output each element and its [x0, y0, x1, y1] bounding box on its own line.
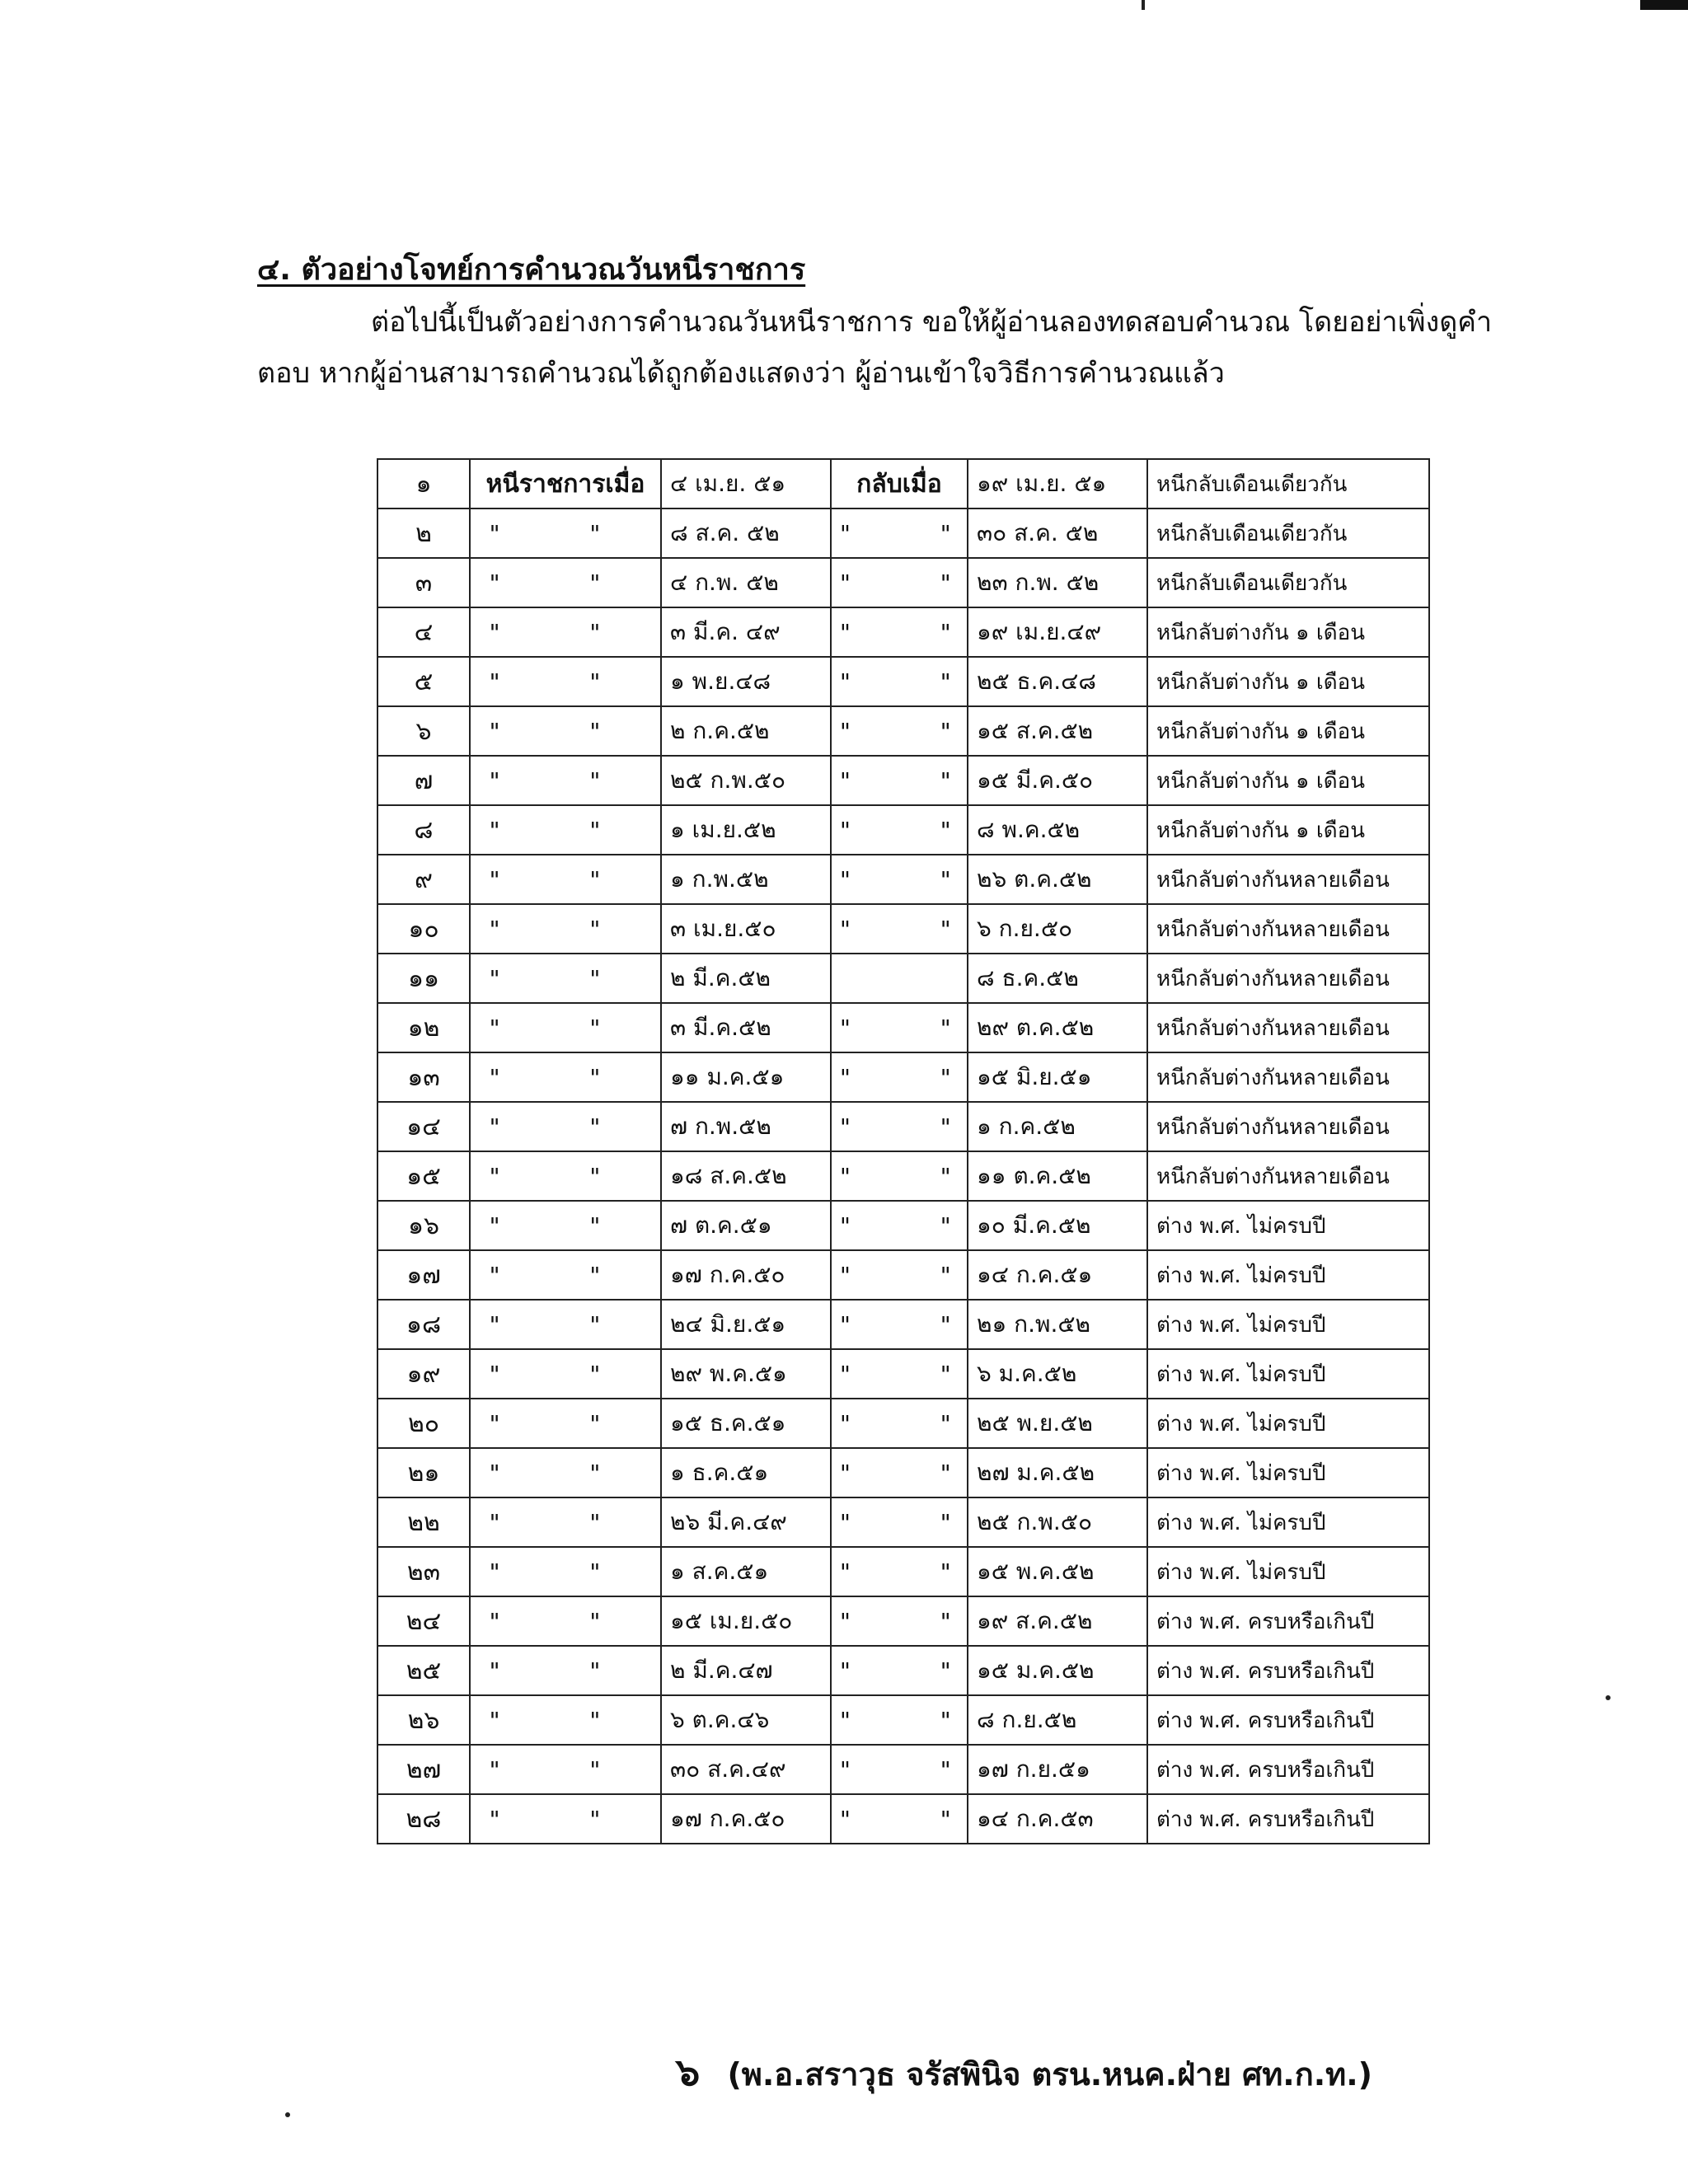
- absent-label: " ": [470, 1448, 661, 1497]
- absent-label: " ": [470, 558, 661, 607]
- case-note: ต่าง พ.ศ. ไม่ครบปี: [1147, 1201, 1429, 1250]
- table-row: [377, 657, 1429, 706]
- table-row: [377, 756, 1429, 805]
- case-note: ต่าง พ.ศ. ครบหรือเกินปี: [1147, 1646, 1429, 1695]
- row-number: ๒: [377, 509, 470, 558]
- row-number: ๑๐: [377, 904, 470, 954]
- row-number: ๖: [377, 706, 470, 756]
- return-label: " ": [831, 1448, 968, 1497]
- case-note: หนีกลับเดือนเดียวกัน: [1147, 558, 1429, 607]
- case-note: หนีกลับต่างกันหลายเดือน: [1147, 1151, 1429, 1201]
- case-note: ต่าง พ.ศ. ครบหรือเกินปี: [1147, 1794, 1429, 1844]
- absent-date: ๒ ก.ค.๕๒: [661, 706, 831, 756]
- row-number: ๒๗: [377, 1745, 470, 1794]
- case-note: หนีกลับต่างกันหลายเดือน: [1147, 1003, 1429, 1052]
- row-number: ๒๒: [377, 1497, 470, 1547]
- table-row: [377, 1102, 1429, 1151]
- row-number: ๑๔: [377, 1102, 470, 1151]
- absent-label: " ": [470, 954, 661, 1003]
- row-number: ๑๓: [377, 1052, 470, 1102]
- return-label: [831, 954, 968, 1003]
- intro-text: ต่อไปนี้เป็นตัวอย่างการคำนวณวันหนีราชการ ขอให้ผู้อ่านลองทดสอบคำนวณ โดยอย่าเพิ่งดูคำตอบ หากผู้อ่านสามารถคำนวณได้ถูกต้องแสดงว่า ผู้อ่านเข้าใจวิธีการคำนวณแล้ว: [257, 306, 1493, 390]
- absent-label: " ": [470, 1547, 661, 1596]
- return-label: " ": [831, 1399, 968, 1448]
- row-number: ๑๙: [377, 1349, 470, 1399]
- absent-date: ๖ ต.ค.๔๖: [661, 1695, 831, 1745]
- absent-date: ๑ ส.ค.๕๑: [661, 1547, 831, 1596]
- intro-paragraph: [257, 297, 1493, 399]
- row-number: ๒๖: [377, 1695, 470, 1745]
- absent-label: " ": [470, 1003, 661, 1052]
- return-date: ๘ พ.ค.๕๒: [968, 805, 1147, 855]
- return-label: " ": [831, 1695, 968, 1745]
- return-date: ๑ ก.ค.๕๒: [968, 1102, 1147, 1151]
- return-date: ๒๙ ต.ค.๕๒: [968, 1003, 1147, 1052]
- return-label: " ": [831, 509, 968, 558]
- return-label: " ": [831, 1349, 968, 1399]
- absent-label: " ": [470, 1151, 661, 1201]
- section-heading: ๔. ตัวอย่างโจทย์การคำนวณวันหนีราชการ: [257, 253, 806, 287]
- return-date: ๒๕ พ.ย.๕๒: [968, 1399, 1147, 1448]
- row-number: ๑๘: [377, 1300, 470, 1349]
- exercise-table: [377, 458, 1430, 1844]
- table-row: [377, 1003, 1429, 1052]
- case-note: ต่าง พ.ศ. ครบหรือเกินปี: [1147, 1596, 1429, 1646]
- scan-corner-mark: [1640, 0, 1688, 10]
- table-row: [377, 1794, 1429, 1844]
- absent-label: " ": [470, 1497, 661, 1547]
- absent-date: ๒๙ พ.ค.๕๑: [661, 1349, 831, 1399]
- table-row: [377, 509, 1429, 558]
- return-label: " ": [831, 756, 968, 805]
- case-note: หนีกลับต่างกันหลายเดือน: [1147, 1052, 1429, 1102]
- case-note: ต่าง พ.ศ. ครบหรือเกินปี: [1147, 1695, 1429, 1745]
- absent-label: " ": [470, 1250, 661, 1300]
- return-label: กลับเมื่อ: [831, 459, 968, 509]
- return-date: ๑๕ พ.ค.๕๒: [968, 1547, 1147, 1596]
- return-date: ๑๔ ก.ค.๕๑: [968, 1250, 1147, 1300]
- absent-label: " ": [470, 657, 661, 706]
- absent-date: ๔ เม.ย. ๕๑: [661, 459, 831, 509]
- row-number: ๒๐: [377, 1399, 470, 1448]
- absent-date: ๓ เม.ย.๕๐: [661, 904, 831, 954]
- case-note: ต่าง พ.ศ. ครบหรือเกินปี: [1147, 1745, 1429, 1794]
- return-date: ๑๕ มิ.ย.๕๑: [968, 1052, 1147, 1102]
- return-label: " ": [831, 805, 968, 855]
- absent-date: ๑ พ.ย.๔๘: [661, 657, 831, 706]
- return-date: ๘ ธ.ค.๕๒: [968, 954, 1147, 1003]
- return-label: " ": [831, 1003, 968, 1052]
- absent-label: " ": [470, 1300, 661, 1349]
- table-row: [377, 1497, 1429, 1547]
- absent-date: ๒๔ มิ.ย.๕๑: [661, 1300, 831, 1349]
- return-label: " ": [831, 1102, 968, 1151]
- absent-label: หนีราชการเมื่อ: [470, 459, 661, 509]
- table-row: [377, 1745, 1429, 1794]
- table-row: [377, 1695, 1429, 1745]
- return-date: ๒๓ ก.พ. ๕๒: [968, 558, 1147, 607]
- case-note: ต่าง พ.ศ. ไม่ครบปี: [1147, 1448, 1429, 1497]
- absent-label: " ": [470, 855, 661, 904]
- table-row: [377, 607, 1429, 657]
- case-note: หนีกลับต่างกัน ๑ เดือน: [1147, 706, 1429, 756]
- return-label: " ": [831, 607, 968, 657]
- absent-date: ๒๕ ก.พ.๕๐: [661, 756, 831, 805]
- return-label: " ": [831, 706, 968, 756]
- table-row: [377, 954, 1429, 1003]
- return-date: ๒๖ ต.ค.๕๒: [968, 855, 1147, 904]
- row-number: ๙: [377, 855, 470, 904]
- scan-speck: [1606, 1695, 1611, 1700]
- page-footer: [676, 2042, 1372, 2102]
- absent-label: " ": [470, 1695, 661, 1745]
- absent-date: ๗ ก.พ.๕๒: [661, 1102, 831, 1151]
- row-number: ๑: [377, 459, 470, 509]
- absent-label: " ": [470, 1052, 661, 1102]
- absent-date: ๑ ก.พ.๕๒: [661, 855, 831, 904]
- row-number: ๘: [377, 805, 470, 855]
- return-date: ๒๗ ม.ค.๕๒: [968, 1448, 1147, 1497]
- table-row: [377, 1151, 1429, 1201]
- absent-label: " ": [470, 1201, 661, 1250]
- return-date: ๑๙ เม.ย.๔๙: [968, 607, 1147, 657]
- return-date: ๑๔ ก.ค.๕๓: [968, 1794, 1147, 1844]
- return-date: ๒๑ ก.พ.๕๒: [968, 1300, 1147, 1349]
- table-row: [377, 459, 1429, 509]
- absent-date: ๓๐ ส.ค.๔๙: [661, 1745, 831, 1794]
- return-label: " ": [831, 1151, 968, 1201]
- table-row: [377, 1547, 1429, 1596]
- absent-label: " ": [470, 1102, 661, 1151]
- row-number: ๑๗: [377, 1250, 470, 1300]
- row-number: ๗: [377, 756, 470, 805]
- return-date: ๑๗ ก.ย.๕๑: [968, 1745, 1147, 1794]
- return-label: " ": [831, 558, 968, 607]
- case-note: หนีกลับต่างกันหลายเดือน: [1147, 954, 1429, 1003]
- absent-label: " ": [470, 805, 661, 855]
- return-date: ๖ ก.ย.๕๐: [968, 904, 1147, 954]
- row-number: ๕: [377, 657, 470, 706]
- absent-label: " ": [470, 756, 661, 805]
- absent-date: ๓ มี.ค. ๔๙: [661, 607, 831, 657]
- absent-label: " ": [470, 1794, 661, 1844]
- absent-label: " ": [470, 607, 661, 657]
- case-note: ต่าง พ.ศ. ไม่ครบปี: [1147, 1399, 1429, 1448]
- case-note: หนีกลับเดือนเดียวกัน: [1147, 509, 1429, 558]
- table-row: [377, 1201, 1429, 1250]
- table-row: [377, 805, 1429, 855]
- row-number: ๒๓: [377, 1547, 470, 1596]
- absent-date: ๒๖ มี.ค.๔๙: [661, 1497, 831, 1547]
- absent-date: ๘ ส.ค. ๕๒: [661, 509, 831, 558]
- absent-date: ๑ เม.ย.๕๒: [661, 805, 831, 855]
- row-number: ๒๕: [377, 1646, 470, 1695]
- row-number: ๑๕: [377, 1151, 470, 1201]
- case-note: ต่าง พ.ศ. ไม่ครบปี: [1147, 1300, 1429, 1349]
- table-row: [377, 558, 1429, 607]
- table-row: [377, 1399, 1429, 1448]
- return-label: " ": [831, 1497, 968, 1547]
- return-label: " ": [831, 1052, 968, 1102]
- absent-date: ๗ ต.ค.๕๑: [661, 1201, 831, 1250]
- absent-label: " ": [470, 1646, 661, 1695]
- absent-date: ๒ มี.ค.๔๗: [661, 1646, 831, 1695]
- page-number: ๖: [676, 2050, 701, 2094]
- absent-date: ๑ ธ.ค.๕๑: [661, 1448, 831, 1497]
- table-row: [377, 855, 1429, 904]
- case-note: หนีกลับเดือนเดียวกัน: [1147, 459, 1429, 509]
- return-label: " ": [831, 1300, 968, 1349]
- case-note: หนีกลับต่างกันหลายเดือน: [1147, 1102, 1429, 1151]
- table-row: [377, 1596, 1429, 1646]
- return-label: " ": [831, 1646, 968, 1695]
- table-row: [377, 706, 1429, 756]
- row-number: ๓: [377, 558, 470, 607]
- case-note: หนีกลับต่างกันหลายเดือน: [1147, 904, 1429, 954]
- return-date: ๑๕ ม.ค.๕๒: [968, 1646, 1147, 1695]
- row-number: ๒๘: [377, 1794, 470, 1844]
- return-date: ๒๕ ก.พ.๕๐: [968, 1497, 1147, 1547]
- return-label: " ": [831, 1596, 968, 1646]
- case-note: ต่าง พ.ศ. ไม่ครบปี: [1147, 1349, 1429, 1399]
- return-date: ๑๙ เม.ย. ๕๑: [968, 459, 1147, 509]
- absent-label: " ": [470, 1596, 661, 1646]
- row-number: ๒๔: [377, 1596, 470, 1646]
- table-row: [377, 1448, 1429, 1497]
- table-row: [377, 1250, 1429, 1300]
- return-label: " ": [831, 855, 968, 904]
- return-date: ๒๕ ธ.ค.๔๘: [968, 657, 1147, 706]
- table-row: [377, 1349, 1429, 1399]
- return-date: ๑๕ ส.ค.๕๒: [968, 706, 1147, 756]
- case-note: หนีกลับต่างกัน ๑ เดือน: [1147, 607, 1429, 657]
- absent-date: ๔ ก.พ. ๕๒: [661, 558, 831, 607]
- absent-date: ๑๕ เม.ย.๕๐: [661, 1596, 831, 1646]
- return-label: " ": [831, 1250, 968, 1300]
- return-date: ๑๕ มี.ค.๕๐: [968, 756, 1147, 805]
- absent-date: ๒ มี.ค.๕๒: [661, 954, 831, 1003]
- absent-date: ๑๗ ก.ค.๕๐: [661, 1794, 831, 1844]
- absent-date: ๑๕ ธ.ค.๕๑: [661, 1399, 831, 1448]
- return-date: ๘ ก.ย.๕๒: [968, 1695, 1147, 1745]
- return-date: ๑๐ มี.ค.๕๒: [968, 1201, 1147, 1250]
- return-label: " ": [831, 904, 968, 954]
- scan-speck: [285, 2112, 290, 2117]
- absent-date: ๑๑ ม.ค.๕๑: [661, 1052, 831, 1102]
- row-number: ๑๒: [377, 1003, 470, 1052]
- absent-date: ๑๘ ส.ค.๕๒: [661, 1151, 831, 1201]
- case-note: หนีกลับต่างกัน ๑ เดือน: [1147, 805, 1429, 855]
- scan-mark: [1142, 0, 1145, 10]
- absent-label: " ": [470, 904, 661, 954]
- absent-label: " ": [470, 1745, 661, 1794]
- table-row: [377, 904, 1429, 954]
- return-label: " ": [831, 1547, 968, 1596]
- return-label: " ": [831, 1794, 968, 1844]
- case-note: หนีกลับต่างกัน ๑ เดือน: [1147, 756, 1429, 805]
- absent-label: " ": [470, 1349, 661, 1399]
- return-date: ๑๙ ส.ค.๕๒: [968, 1596, 1147, 1646]
- table-row: [377, 1052, 1429, 1102]
- author-credit: (พ.อ.สราวุธ จรัสพินิจ ตรน.หนค.ฝ่าย ศท.ก.ท.): [727, 2056, 1373, 2093]
- absent-label: " ": [470, 1399, 661, 1448]
- case-note: ต่าง พ.ศ. ไม่ครบปี: [1147, 1250, 1429, 1300]
- return-date: ๖ ม.ค.๕๒: [968, 1349, 1147, 1399]
- case-note: ต่าง พ.ศ. ไม่ครบปี: [1147, 1497, 1429, 1547]
- absent-date: ๑๗ ก.ค.๕๐: [661, 1250, 831, 1300]
- case-note: ต่าง พ.ศ. ไม่ครบปี: [1147, 1547, 1429, 1596]
- row-number: ๑๖: [377, 1201, 470, 1250]
- return-label: " ": [831, 657, 968, 706]
- row-number: ๔: [377, 607, 470, 657]
- table-row: [377, 1300, 1429, 1349]
- case-note: หนีกลับต่างกันหลายเดือน: [1147, 855, 1429, 904]
- row-number: ๑๑: [377, 954, 470, 1003]
- table-row: [377, 1646, 1429, 1695]
- return-date: ๑๑ ต.ค.๕๒: [968, 1151, 1147, 1201]
- absent-date: ๓ มี.ค.๕๒: [661, 1003, 831, 1052]
- return-label: " ": [831, 1201, 968, 1250]
- case-note: หนีกลับต่างกัน ๑ เดือน: [1147, 657, 1429, 706]
- return-label: " ": [831, 1745, 968, 1794]
- row-number: ๒๑: [377, 1448, 470, 1497]
- return-date: ๓๐ ส.ค. ๕๒: [968, 509, 1147, 558]
- absent-label: " ": [470, 706, 661, 756]
- absent-label: " ": [470, 509, 661, 558]
